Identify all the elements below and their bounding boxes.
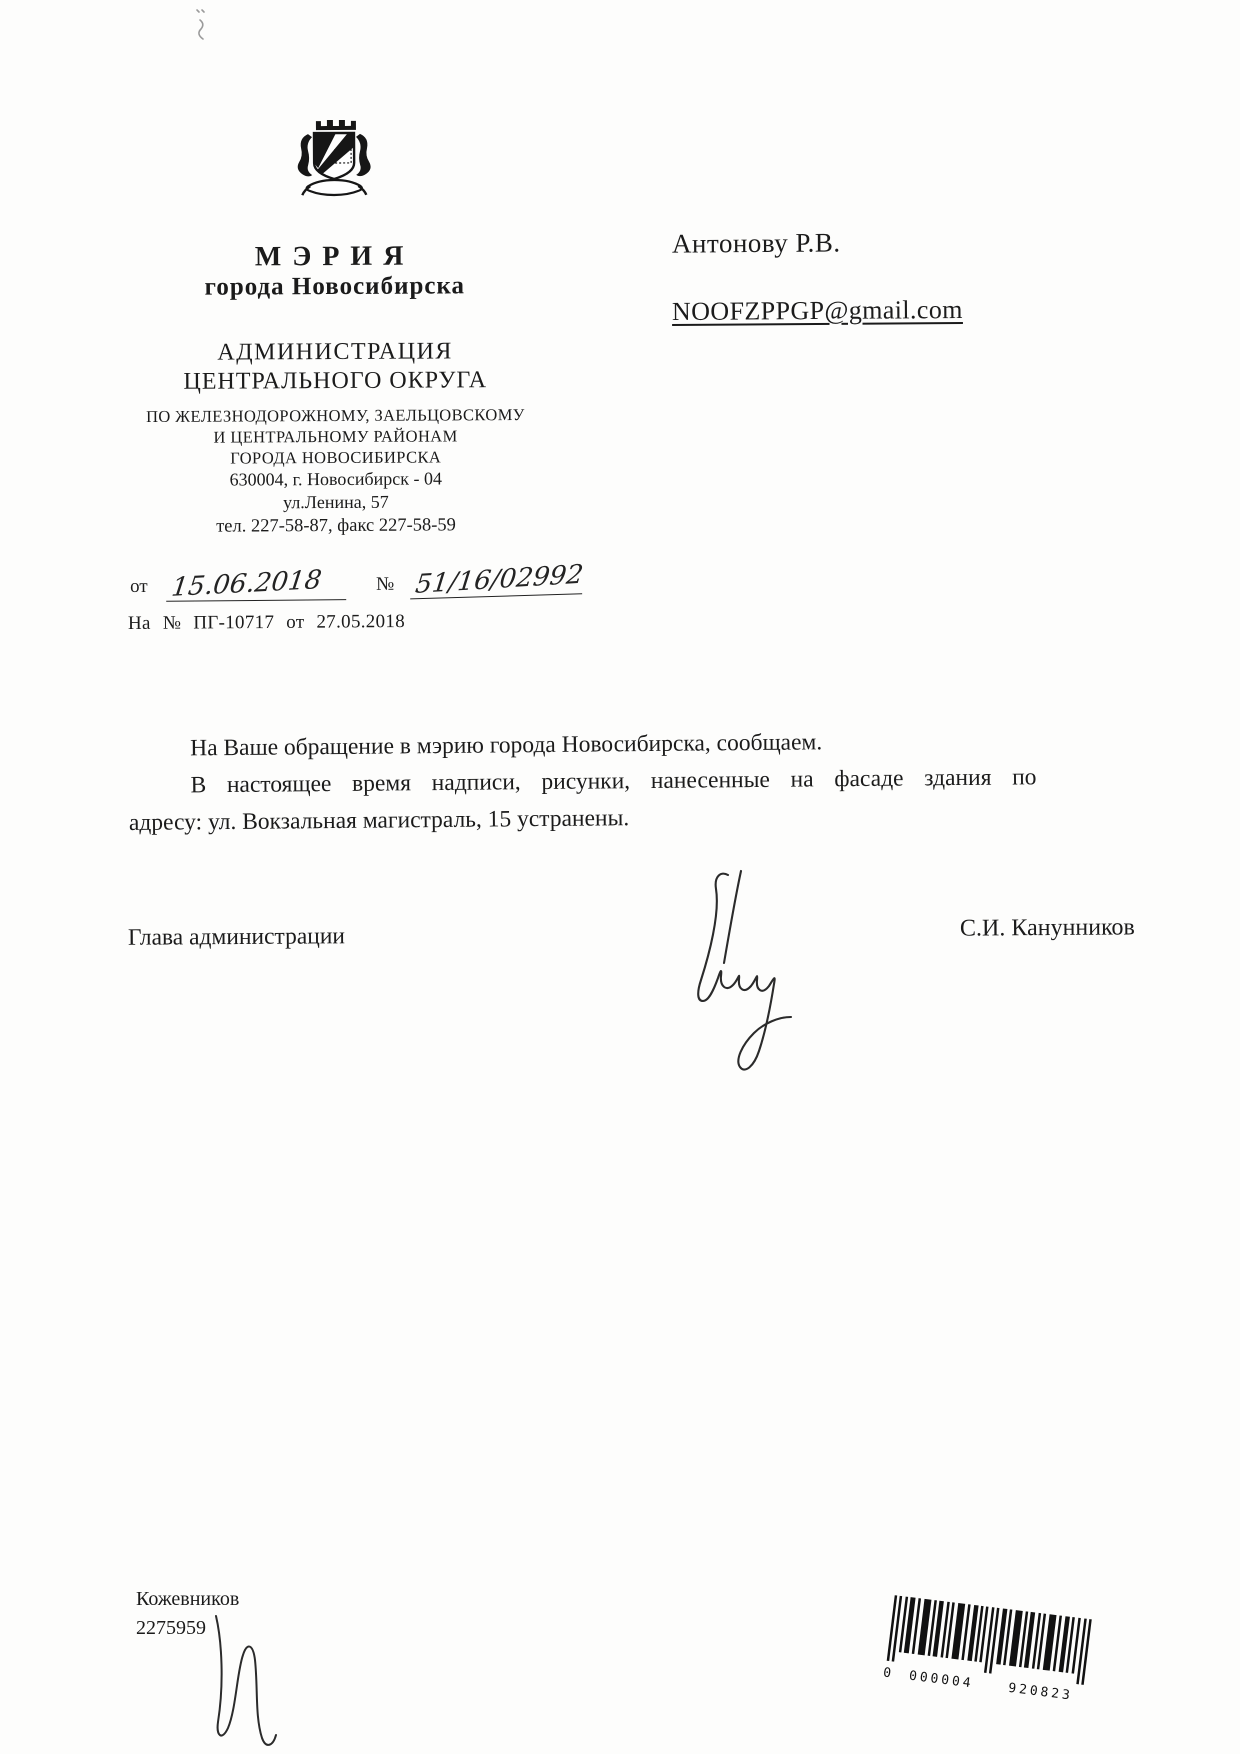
- signature-script: [645, 868, 810, 1080]
- reference-line: На № ПГ-10717 от 27.05.2018: [127, 611, 406, 634]
- division-line5: ГОРОДА НОВОСИБИРСКА: [230, 447, 442, 468]
- barcode-digits-group2: 920823: [1007, 1680, 1074, 1704]
- barcode-digit-left: 0: [882, 1665, 892, 1682]
- division-line3: ПО ЖЕЛЕЗНОДОРОЖНОМУ, ЗАЕЛЬЦОВСКОМУ: [146, 405, 525, 426]
- outgoing-number-handwritten: 51/16/02992: [413, 559, 585, 600]
- executor-signature-script: [203, 1612, 303, 1754]
- outgoing-date-label: от: [129, 575, 148, 598]
- address-phone-line: тел. 227-58-87, факс 227-58-59: [216, 515, 456, 537]
- barcode: [882, 1593, 1113, 1709]
- outgoing-date-underline: [166, 599, 346, 602]
- letter-body: [128, 722, 1037, 842]
- org-name-line2: города Новосибирска: [204, 272, 466, 301]
- recipient-email: NOOFZPPGP@gmail.com: [671, 294, 963, 327]
- body-paragraph-1: На Ваше обращение в мэрию города Новосибирска, сообщаем.: [190, 729, 823, 762]
- division-line2: ЦЕНТРАЛЬНОГО ОКРУГА: [183, 367, 488, 395]
- outgoing-date-handwritten: 15.06.2018: [169, 565, 324, 603]
- division-line4: И ЦЕНТРАЛЬНОМУ РАЙОНАМ: [213, 426, 458, 447]
- outgoing-number-row: [128, 550, 598, 602]
- body-paragraph-2-line-1: В настоящее время надписи, рисунки, нанесенные на фасаде здания по: [190, 764, 1037, 799]
- outgoing-number-label: №: [375, 573, 395, 595]
- signer-name: С.И. Канунников: [959, 914, 1135, 942]
- address-line1: 630004, г. Новосибирск - 04: [229, 468, 443, 490]
- scan-artifact: [188, 8, 210, 44]
- barcode-digits-group1: 000004: [908, 1668, 975, 1692]
- division-line1: АДМИНИСТРАЦИЯ: [217, 338, 453, 366]
- org-name-line1: МЭРИЯ: [254, 240, 415, 273]
- executor-phone: 2275959: [136, 1617, 206, 1639]
- coat-of-arms-icon: [288, 116, 381, 212]
- signer-title: Глава администрации: [127, 923, 346, 951]
- recipient-name: Антонову Р.В.: [671, 227, 841, 259]
- letterhead: [99, 115, 571, 539]
- address-line2: ул.Ленина, 57: [283, 491, 389, 513]
- executor-name: Кожевников: [136, 1588, 240, 1610]
- body-paragraph-2-line-2: адресу: ул. Вокзальная магистраль, 15 устранены.: [128, 805, 630, 836]
